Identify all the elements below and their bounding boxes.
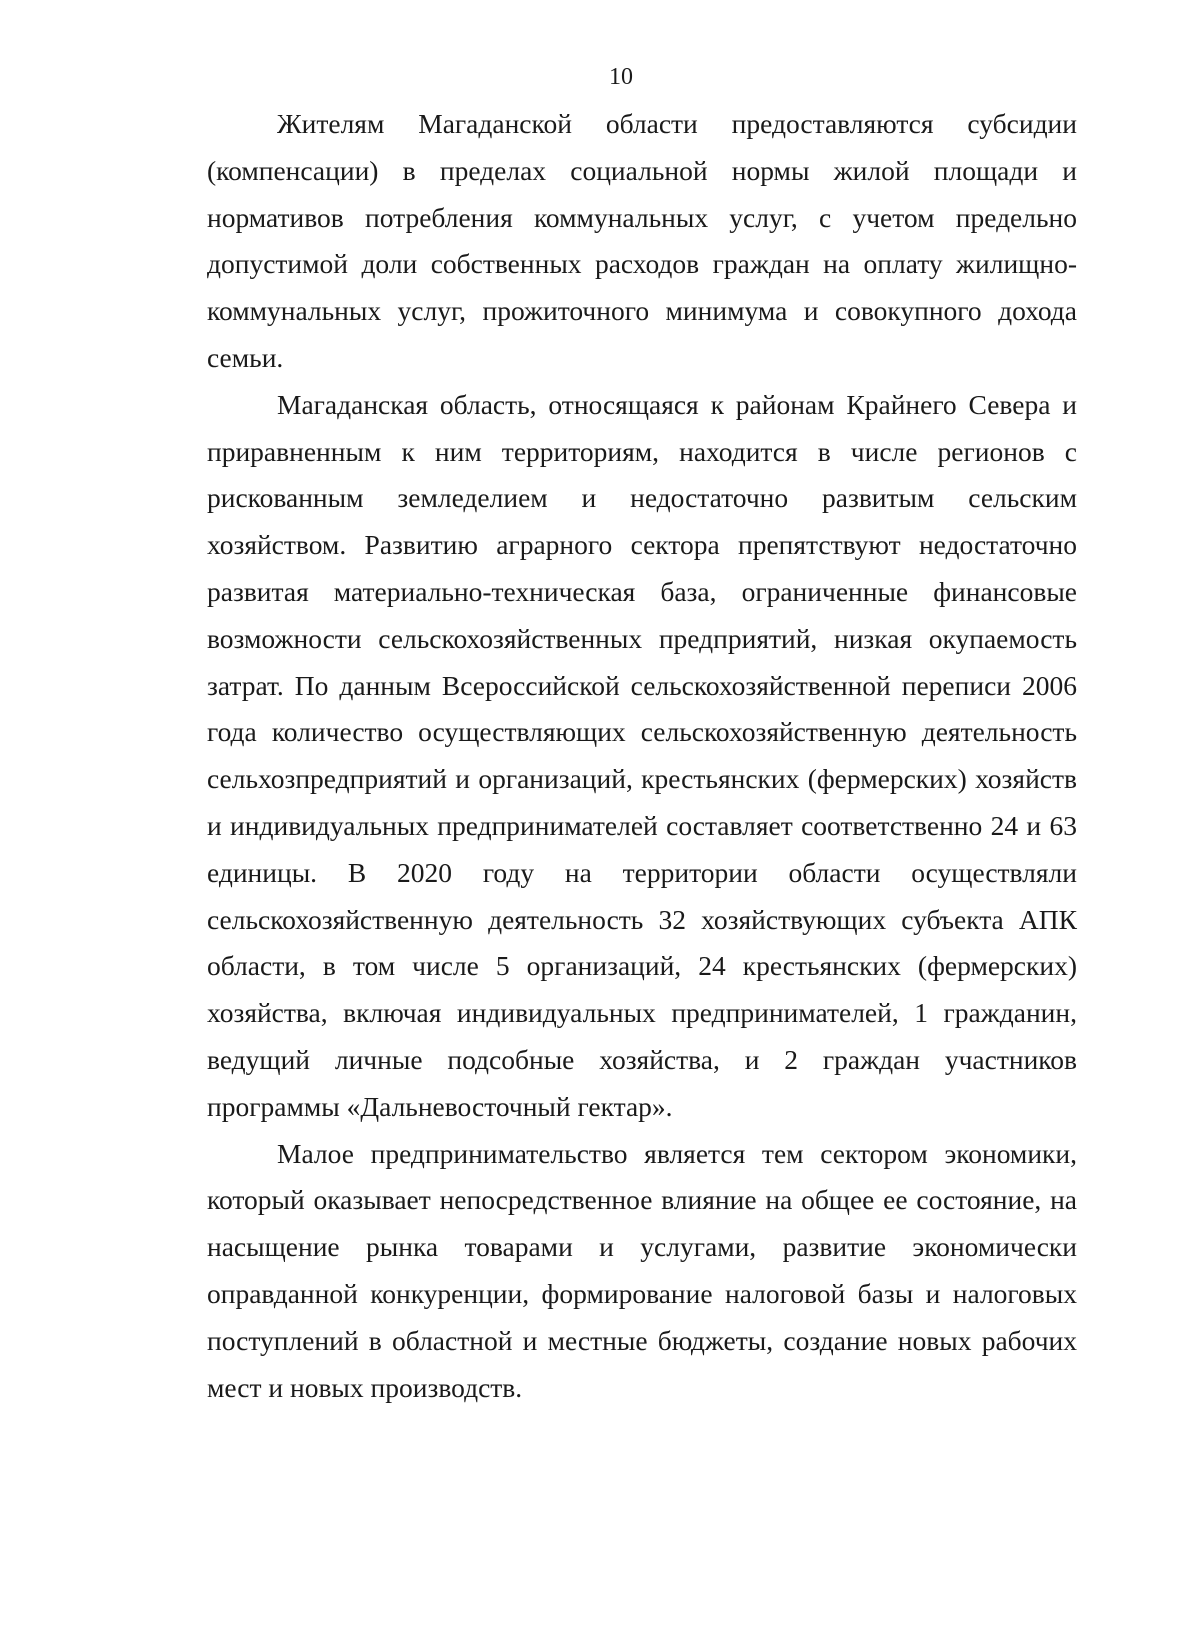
page-number: 10 [609, 64, 633, 90]
document-body [207, 101, 1077, 1411]
paragraph-small-business: Малое предпринимательство является тем сектором экономики, который оказывает непосредственное влияние на общее ее состояние, на насыщение рынка товарами и услугами, развитие экономически оправданной конкуренции, формирование налоговой базы и налоговых поступлений в областной и местные бюджеты, создание новых рабочих мест и новых производств. [207, 1137, 1077, 1403]
paragraph-housing-subsidies: Жителям Магаданской области предоставляются субсидии (компенсации) в пределах социальной нормы жилой площади и нормативов потребления коммунальных услуг, с учетом предельно допустимой доли собственных расходов граждан на оплату жилищно-коммунальных услуг, прожиточного минимума и совокупного дохода семьи. [207, 108, 1077, 373]
paragraph-agriculture: Магаданская область, относящаяся к районам Крайнего Севера и приравненным к ним территориям, находится в числе регионов с рискованным земледелием и недостаточно развитым сельским хозяйством. Развитию аграрного сектора препятствуют недостаточно развитая материально-техническая база, ограниченные финансовые возможности сельскохозяйственных предприятий, низкая окупаемость затрат. По данным Всероссийской сельскохозяйственной переписи 2006 года количество осуществляющих сельскохозяйственную деятельность сельхозпредприятий и организаций, крестьянских (фермерских) хозяйств и индивидуальных предпринимателей составляет соответственно 24 и 63 единицы. В 2020 году на территории области осуществляли сельскохозяйственную деятельность 32 хозяйствующих субъекта АПК области, в том числе 5 организаций, 24 крестьянских (фермерских) хозяйства, включая индивидуальных предпринимателей, 1 гражданин, ведущий личные подсобные хозяйства, и 2 граждан участников программы «Дальневосточный гектар». [207, 388, 1077, 1122]
